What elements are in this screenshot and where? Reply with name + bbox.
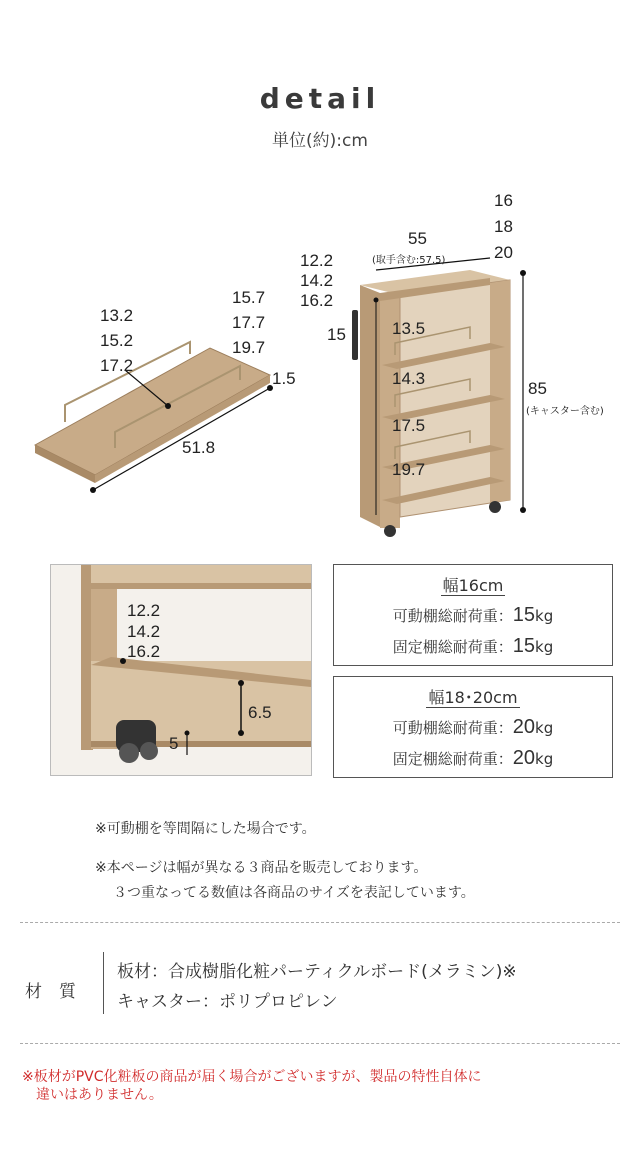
material-caster: キャスター：ポリプロピレン [117,992,338,1012]
detail-depth-2: 14.2 [127,622,161,641]
cart-height: 85 [528,379,547,398]
load-box-16 [333,564,613,666]
detail-depth-3: 16.2 [127,642,161,661]
cart-depth-1: 12.2 [300,251,334,270]
divider [20,1043,620,1044]
load-box-heading: 幅18･20cm [428,688,518,707]
material-separator [103,952,104,1014]
cart-height-note: (キャスター含む) [526,406,604,417]
board-width-2: 17.7 [232,313,266,332]
detail-photo [50,564,312,776]
board-depth-3: 17.2 [100,356,134,375]
load-value: 15 [512,635,536,657]
load-unit: kg [535,638,554,656]
material-label: 材 質 [25,982,76,1002]
cart-gap-1: 13.5 [392,319,426,338]
cart-top-width-2: 18 [494,217,513,236]
note-overlapping-values: ３つ重なってる数値は各商品のサイズを表記しています。 [113,885,475,901]
cart-gap-3: 17.5 [392,416,426,435]
load-unit: kg [535,607,554,625]
load-unit: kg [535,750,554,768]
detail-depth-1: 12.2 [127,601,161,620]
board-width-1: 15.7 [232,288,266,307]
cart-gap-2: 14.3 [392,369,426,388]
board-thickness: 1.5 [272,369,296,388]
warning-line-1: ※板材がPVC化粧板の商品が届く場合がございますが、製品の特性自体に [22,1069,482,1085]
cart-width: 55 [408,229,427,248]
load-label: 固定棚総耐荷重： [392,750,513,768]
pvc-warning [22,1068,622,1104]
board-depth-1: 13.2 [100,306,134,325]
load-box-18-20 [333,676,613,778]
note-three-products: ※本ページは幅が異なる３商品を販売しております。 [95,860,428,876]
detail-bottom-height: 6.5 [248,703,272,722]
load-unit: kg [535,719,554,737]
load-value: 20 [512,716,536,738]
cart-gap-4: 19.7 [392,460,426,479]
page-title: detail [259,82,381,115]
warning-line-2: 違いはありません。 [36,1087,163,1103]
cart-top-width-3: 20 [494,243,513,262]
load-value: 15 [512,604,536,626]
board-width-3: 19.7 [232,338,266,357]
load-value: 20 [512,747,536,769]
load-label: 可動棚総耐荷重： [392,719,513,737]
detail-caster-gap: 5 [169,734,179,753]
unit-note: 単位(約):cm [272,131,368,151]
cart-top-width-1: 16 [494,191,513,210]
cart-depth-3: 16.2 [300,291,334,310]
note-equal-spacing: ※可動棚を等間隔にした場合です。 [95,821,316,837]
cart-depth-2: 14.2 [300,271,334,290]
material-board: 板材：合成樹脂化粧パーティクルボード(メラミン)※ [117,962,517,982]
load-box-heading: 幅16cm [442,576,504,595]
load-label: 固定棚総耐荷重： [392,638,513,656]
load-label: 可動棚総耐荷重： [392,607,513,625]
cart-handle: 15 [327,325,346,344]
board-length: 51.8 [182,438,216,457]
board-depth-2: 15.2 [100,331,134,350]
cart-illustration [340,255,530,545]
divider [20,922,620,923]
cart-width-note: (取手含む:57.5) [372,255,446,266]
